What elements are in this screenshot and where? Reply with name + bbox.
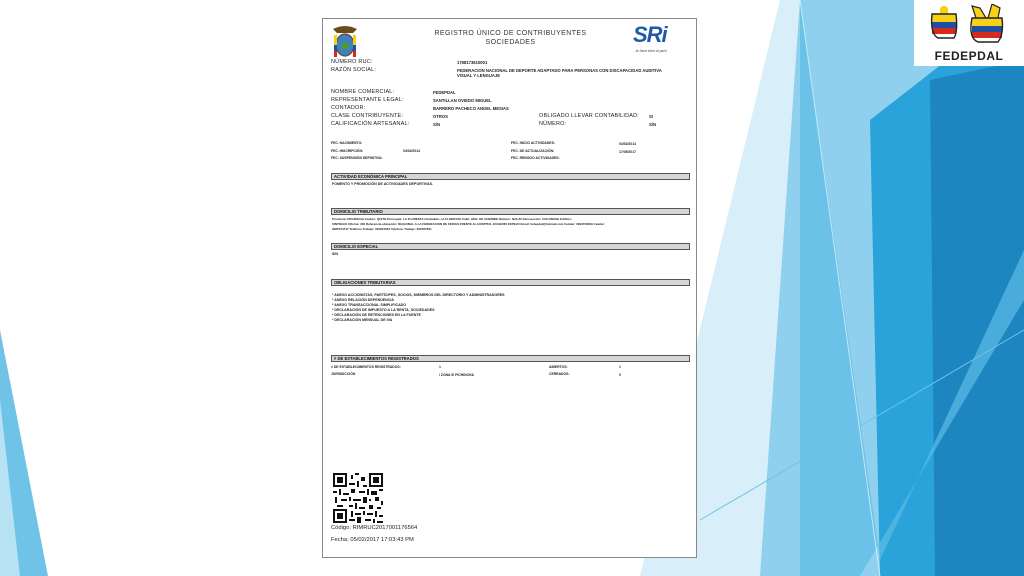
actividad-economica-text: FOMENTO Y PROMOCIÓN DE ACTIVIDADES DEPORTIVAS. [332,182,434,186]
codigo-line [331,525,417,531]
ruc-document [322,18,697,558]
sri-tagline: ...le hace bien al país! [633,49,668,53]
representante-legal-value: SANTILLAN OVIEDO MIGUEL [433,98,492,103]
domicilio-line-3: 0985734747 Teléfono Trabajo: 022907064 Teléfono Trabajo: 022597831 [332,227,432,231]
contador-label: CONTADOR: [331,105,366,111]
fec-actualizacion-value: 17/05/2017 [619,150,636,154]
representante-legal-label: REPRESENTANTE LEGAL: [331,97,404,103]
nombre-comercial-value: FEDEPDAL [433,90,456,95]
section-establecimientos: # DE ESTABLECIMIENTOS REGISTRADOS [331,355,690,362]
obligacion-item: * ANEXO RELACIÓN DEPENDENCIA [332,298,394,302]
razon-social-value: FEDERACION NACIONAL DE DEPORTE ADAPTADO PARA PERSONAS CON DISCAPACIDAD AUDITIVA [457,68,662,73]
sri-logo-text: SRi [633,22,667,47]
cerrados-label: CERRADOS: [549,372,570,376]
obligacion-item: * DECLARACIÓN DE RETENCIONES EN LA FUENTE [332,313,421,317]
domicilio-especial-text: S/N [332,252,338,256]
fecha-line [331,537,414,543]
obligacion-item: * ANEXO TRANSACCIONAL SIMPLIFICADO [332,303,407,307]
calificacion-artesanal-value: S/N [433,122,440,127]
abiertos-label: ABIERTOS: [549,365,568,369]
contador-value: BARRERO PACHECO ANGEL MESIAS [433,106,509,111]
sri-logo [633,22,685,53]
establecimientos-registrados-value: 1 [439,365,441,369]
obligado-contabilidad-value: SI [649,114,653,119]
ruc-value: 1768173610001 [457,60,488,65]
fec-reinicio-label: FEC. REINICIO ACTIVIDADES: [511,156,560,160]
clase-contribuyente-value: OTROS [433,114,448,119]
fec-inscripcion-label: FEC. INSCRIPCIÓN: [331,149,364,153]
fec-suspension-label: FEC. SUSPENSIÓN DEFINITIVA: [331,156,383,160]
jurisdiccion-value: \ ZONA 9\ PICHINCHA [439,373,474,377]
doc-subtitle: SOCIEDADES [485,39,536,46]
abiertos-value: 1 [619,365,621,369]
calificacion-artesanal-label: CALIFICACIÓN ARTESANAL: [331,121,410,127]
obligacion-item: * DECLARACIÓN MENSUAL DE IVA [332,318,393,322]
establecimientos-registrados-label: # DE ESTABLECIMIENTOS REGISTRADOS: [331,365,401,369]
jurisdiccion-label: JURISDICCIÓN [331,372,356,376]
domicilio-line-2: SINTRACE Oficina: 302 Referencia ubicación: DIAGONAL A LA FEDERACION DE FERIAS FRENTE AL HOSPITAL EUGENIO ESPEJO Email: fedepdal@hotmail.com Celular: 0993729009 Celular: [332,222,605,226]
codigo-label: Código: [331,525,351,531]
codigo-value: RIMRUC2017001176564 [352,525,418,531]
domicilio-line-1: Provincia: PICHINCHA Cantón: QUITO Parroquia: LA FLORESTA Ciudadela: LA FLORESTA Calle: GDE. DE CHERMIE Número: N23-32 Intersección: COLONCHE Edificio: [332,217,572,221]
fedepdal-logo [914,0,1024,66]
fedepdal-logo-text: FEDEPDAL [934,49,1004,63]
numero-value: S/N [649,122,656,127]
section-obligaciones-tributarias: OBLIGACIONES TRIBUTARIAS [331,279,690,286]
cerrados-value: 0 [619,373,621,377]
fec-actualizacion-label: FEC. DE ACTUALIZACIÓN: [511,149,555,153]
ruc-label: NÚMERO RUC: [331,59,373,65]
fec-inicio-actividades-value: 04/02/2014 [619,142,636,146]
doc-title: REGISTRO ÚNICO DE CONTRIBUYENTES [434,30,587,37]
obligacion-item: * ANEXO ACCIONISTAS, PARTÍCIPES, SOCIOS, MIEMBROS DEL DIRECTORIO Y ADMINISTRADORES [332,293,505,297]
obligado-contabilidad-label: OBLIGADO LLEVAR CONTABILIDAD: [539,113,640,119]
razon-social-label: RAZÓN SOCIAL: [331,67,377,73]
fec-inscripcion-value: 04/02/2014 [403,149,420,153]
section-domicilio-especial: DOMICILIO ESPECIAL [331,243,690,250]
fec-nacimiento-label: FEC. NACIMIENTO: [331,141,363,145]
numero-label: NÚMERO: [539,121,567,127]
fecha-value: 05/02/2017 17:03:43 PM [350,537,414,543]
fec-inicio-actividades-label: FEC. INICIO ACTIVIDADES: [511,141,555,145]
ecuador-coat-of-arms-icon [329,23,361,61]
section-actividad-economica: ACTIVIDAD ECONÓMICA PRINCIPAL [331,173,690,180]
obligacion-item: * DECLARACIÓN DE IMPUESTO A LA RENTA_SOCIEDADES [332,308,435,312]
clase-contribuyente-label: CLASE CONTRIBUYENTE: [331,113,404,119]
qr-code-icon [333,473,383,523]
nombre-comercial-label: NOMBRE COMERCIAL: [331,89,395,95]
fecha-label: Fecha: [331,537,349,543]
razon-social-value-2: VISUAL Y LENGUAJE [457,73,501,78]
section-domicilio-tributario: DOMICILIO TRIBUTARIO [331,208,690,215]
thumbs-up-hands-icon [922,4,1016,48]
